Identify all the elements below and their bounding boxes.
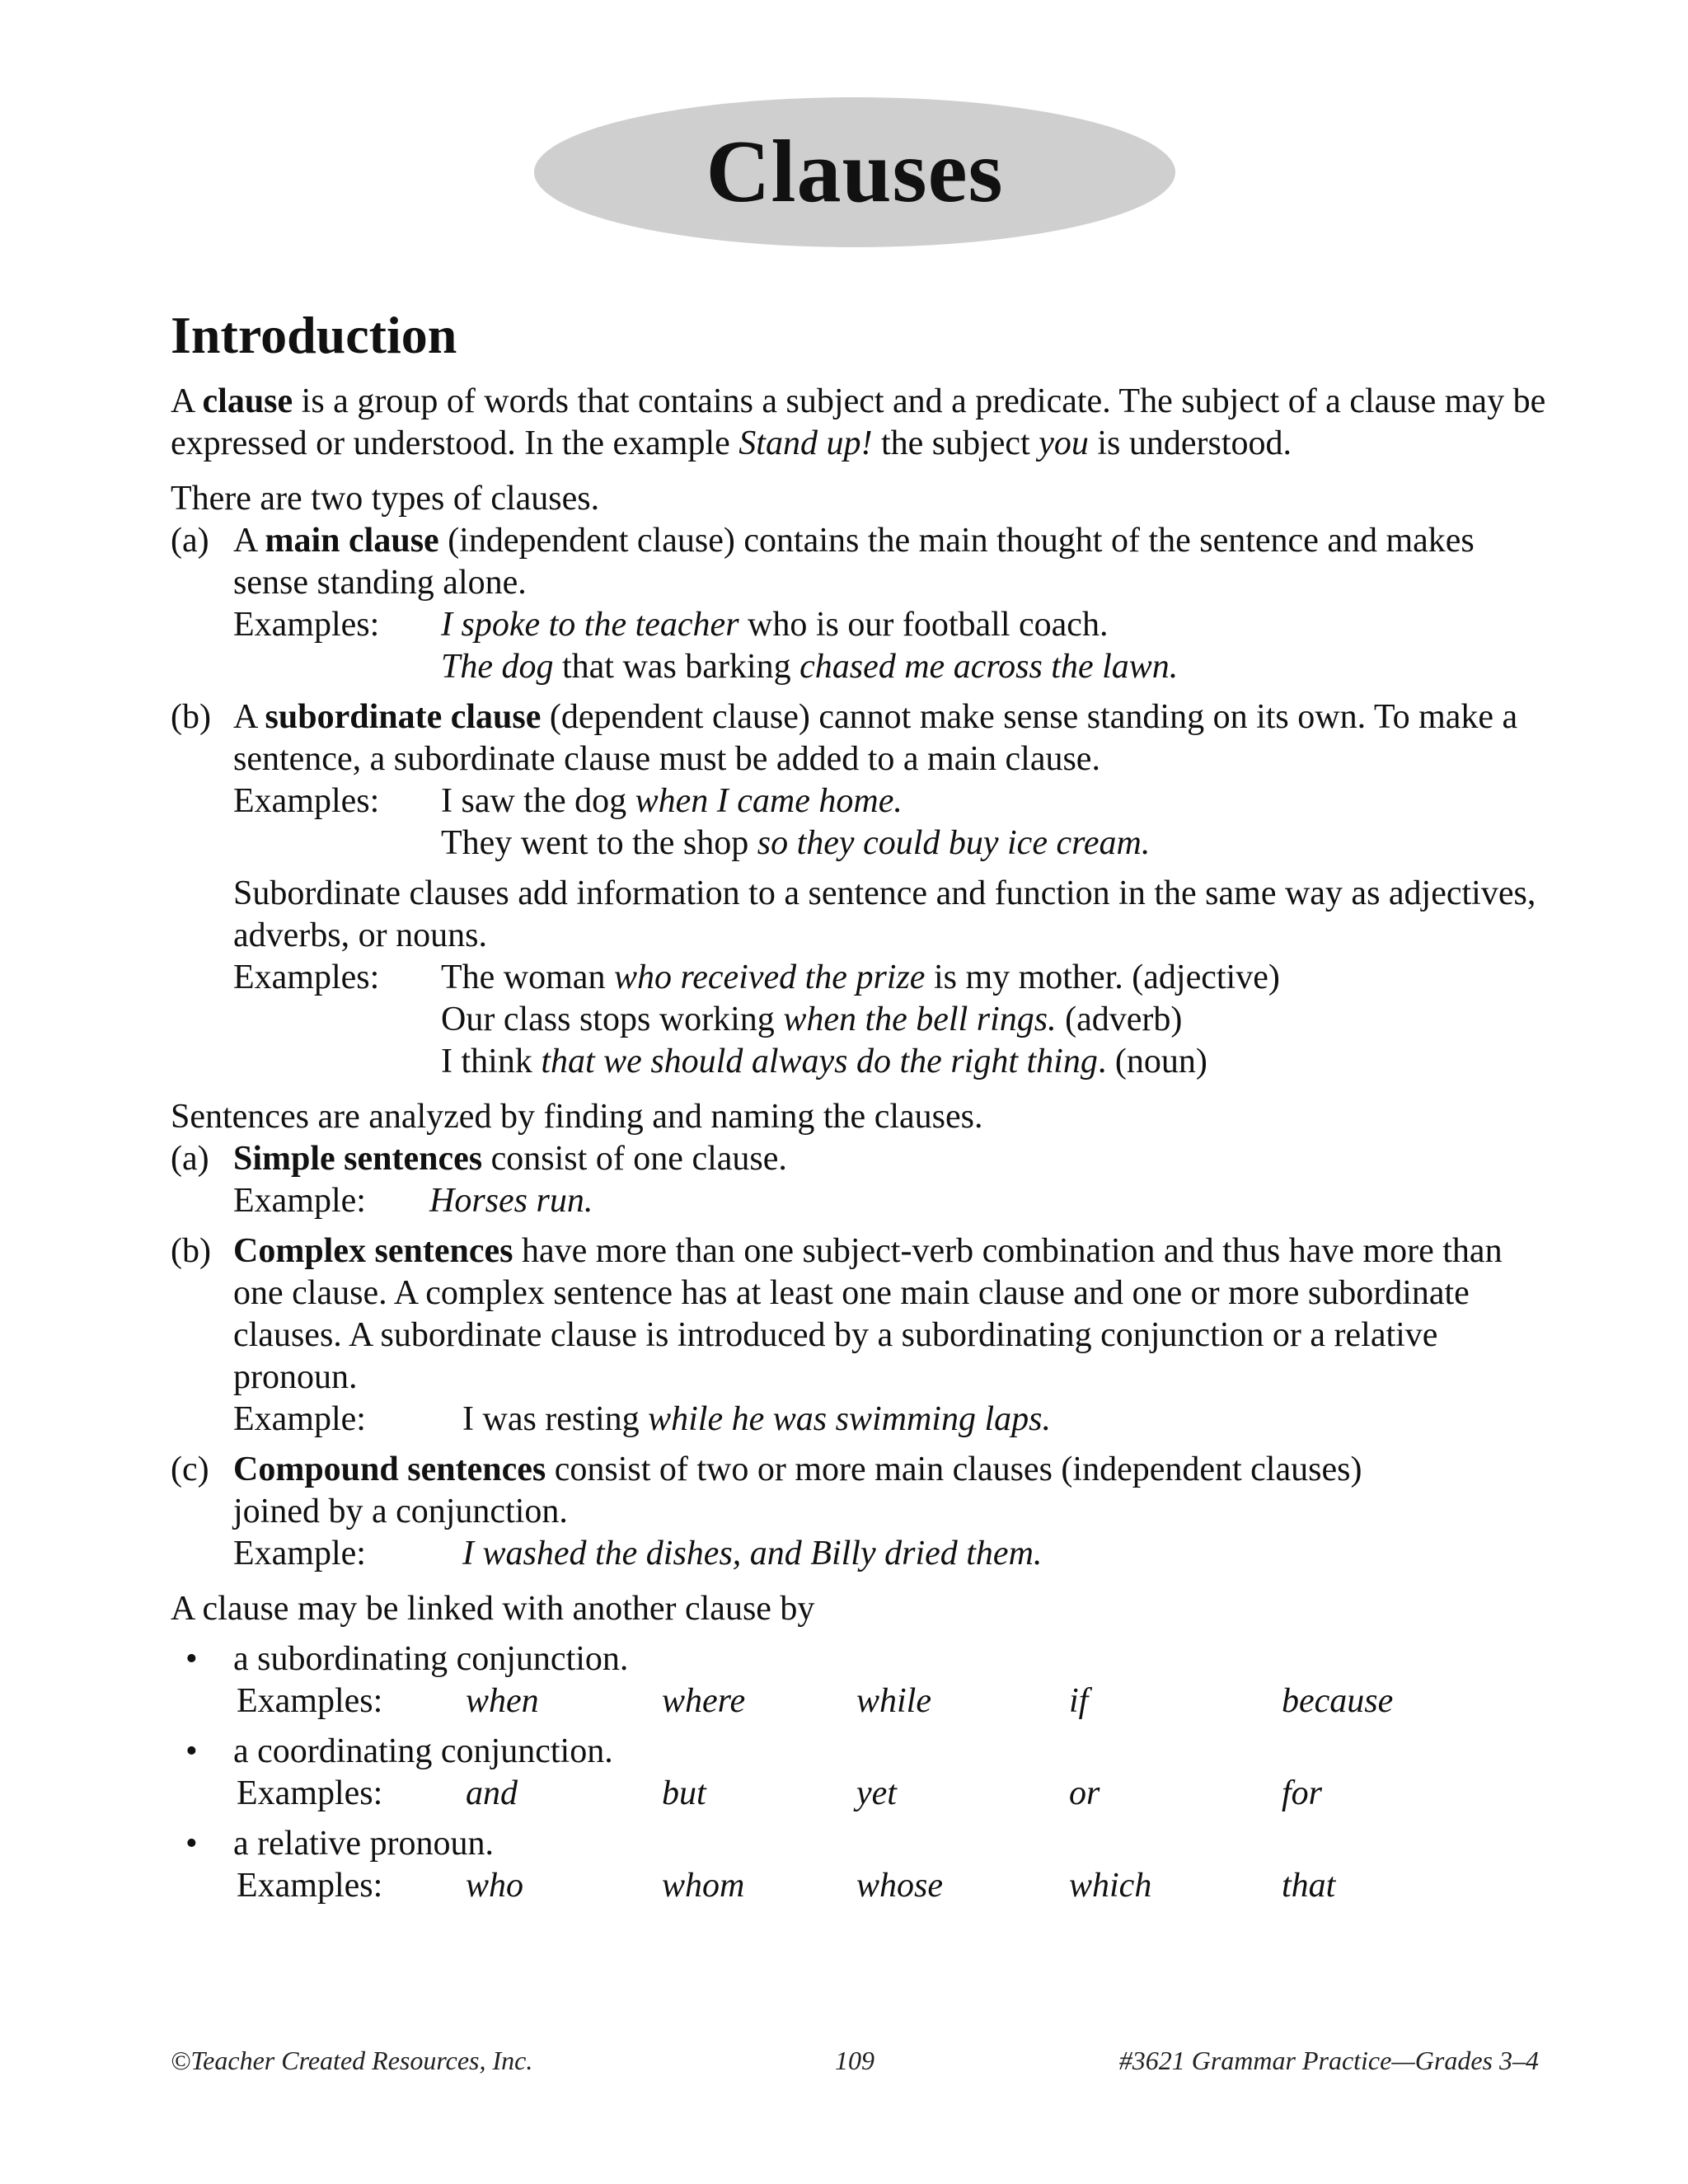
link-coordinating-item: • a coordinating conjunction. — [171, 1731, 1555, 1773]
example-word: whom — [662, 1867, 745, 1905]
example-word: for — [1282, 1774, 1323, 1812]
example-word: while — [856, 1682, 931, 1720]
main-clause-item: (a) A main clause (independent clause) contains the main thought of the sentence and makes sense standing alone. — [171, 522, 1475, 602]
footer-book-title: #3621 Grammar Practice—Grades 3–4 — [1118, 2046, 1539, 2075]
example-word: but — [662, 1774, 706, 1812]
simple-example: Example: Horses run. — [233, 1182, 593, 1220]
example-word: or — [1069, 1774, 1100, 1812]
link-subordinating-examples: Examples: when where while if because — [171, 1680, 1555, 1722]
example-word: and — [466, 1774, 518, 1812]
example-word: if — [1069, 1682, 1089, 1720]
example-word: when — [466, 1682, 539, 1720]
clause-definition: A clause is a group of words that contains a subject and a predicate. The subject of a clause may be expressed or understood. In the example Stand up! the subject you is understood. — [171, 382, 1546, 462]
example-word: yet — [856, 1774, 897, 1812]
link-subordinating-item: • a subordinating conjunction. — [171, 1638, 1555, 1680]
function-example-3: I think that we should always do the right thing. (noun) — [441, 1043, 1207, 1080]
body-text — [171, 381, 1555, 1907]
analyze-intro: Sentences are analyzed by finding and naming the clauses. — [171, 1098, 983, 1136]
subordinate-clause-item: (b) A subordinate clause (dependent clause) cannot make sense standing on its own. To make a sentence, a subordinate clause must be added to a main clause. — [171, 698, 1518, 778]
example-word: where — [662, 1682, 746, 1720]
section-heading: Introduction — [171, 306, 457, 364]
compound-continuation: joined by a conjunction. — [233, 1493, 568, 1530]
simple-sentence-item: (a) Simple sentences consist of one clause. — [171, 1140, 787, 1178]
bullet-icon: • — [185, 1732, 198, 1770]
main-clause-example-2: The dog that was barking chased me across the lawn. — [441, 648, 1179, 686]
footer-publisher: ©Teacher Created Resources, Inc. — [171, 2046, 533, 2075]
title-oval — [534, 97, 1175, 247]
subordinate-example-2: They went to the shop so they could buy ice cream. — [441, 824, 1151, 862]
subordinate-function-text: Subordinate clauses add information to a sentence and function in the same way as adjectives, adverbs, or nouns. — [233, 874, 1536, 954]
link-coordinating-examples: Examples: and but yet or for — [171, 1773, 1555, 1815]
example-word: who — [466, 1867, 524, 1905]
compound-example: Example: I washed the dishes, and Billy dried them. — [233, 1535, 1043, 1572]
link-relative-item: • a relative pronoun. — [171, 1823, 1555, 1865]
main-clause-example-1: Examples: I spoke to the teacher who is our football coach. — [233, 606, 1109, 644]
complex-example: Example: I was resting while he was swimming laps. — [233, 1400, 1051, 1438]
example-word: that — [1282, 1867, 1336, 1905]
bullet-icon: • — [185, 1825, 198, 1863]
link-relative-examples: Examples: who whom whose which that — [171, 1865, 1555, 1907]
page-title: Clauses — [706, 123, 1004, 221]
subordinate-example-1: Examples: I saw the dog when I came home. — [233, 782, 903, 820]
example-word: which — [1069, 1867, 1152, 1905]
example-word: whose — [856, 1867, 943, 1905]
bullet-icon: • — [185, 1640, 198, 1678]
types-intro: There are two types of clauses. — [171, 480, 600, 518]
complex-sentence-item: (b) Complex sentences have more than one subject-verb combination and thus have more than one clause. A complex sentence has at least one main clause and one or more subordinate clauses. A subordinate clause is introduced by a subordinating conjunction or a relative pronoun. — [171, 1232, 1503, 1396]
compound-sentence-item: (c) Compound sentences consist of two or more main clauses (independent clauses) — [171, 1451, 1362, 1488]
example-word: because — [1282, 1682, 1394, 1720]
function-example-1: Examples: The woman who received the prize is my mother. (adjective) — [233, 958, 1280, 996]
page-number: 109 — [835, 2046, 874, 2075]
link-intro: A clause may be linked with another clause by — [171, 1590, 815, 1628]
function-example-2: Our class stops working when the bell rings. (adverb) — [441, 1001, 1183, 1038]
